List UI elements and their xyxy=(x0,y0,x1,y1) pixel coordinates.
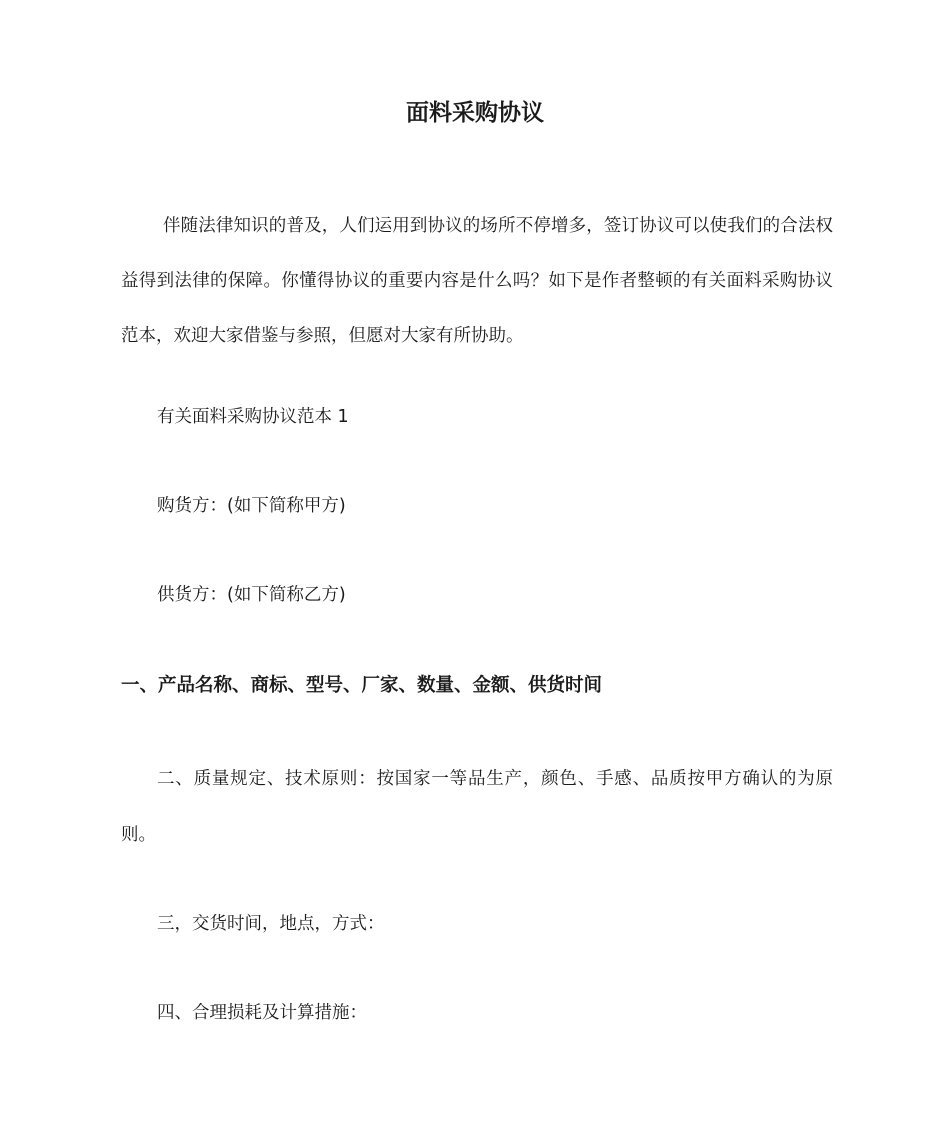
section-3-line: 三，交货时间，地点，方式： xyxy=(157,914,385,934)
intro-paragraph: 伴随法律知识的普及，人们运用到协议的场所不停增多，签订协议可以使我们的合法权益得到法律的保障。你懂得协议的重要内容是什么吗？如下是作者整顿的有关面料采购协议范本，欢迎大家借鉴与参照，但愿对大家有所协助。 xyxy=(121,216,833,346)
section-1-heading: 一、产品名称、商标、型号、厂家、数量、金额、供货时间 xyxy=(121,675,603,696)
section-4-line: 四、合理损耗及计算措施： xyxy=(157,1003,367,1023)
sample-heading: 有关面料采购协议范本 1 xyxy=(157,407,349,427)
section-2-paragraph: 二、质量规定、技术原则：按国家一等品生产，颜色、手感、品质按甲方确认的为原则。 xyxy=(121,769,833,845)
buyer-line: 购货方：(如下简称甲方) xyxy=(157,496,346,516)
supplier-line: 供货方：(如下简称乙方) xyxy=(157,585,346,605)
document-title: 面料采购协议 xyxy=(406,100,544,126)
